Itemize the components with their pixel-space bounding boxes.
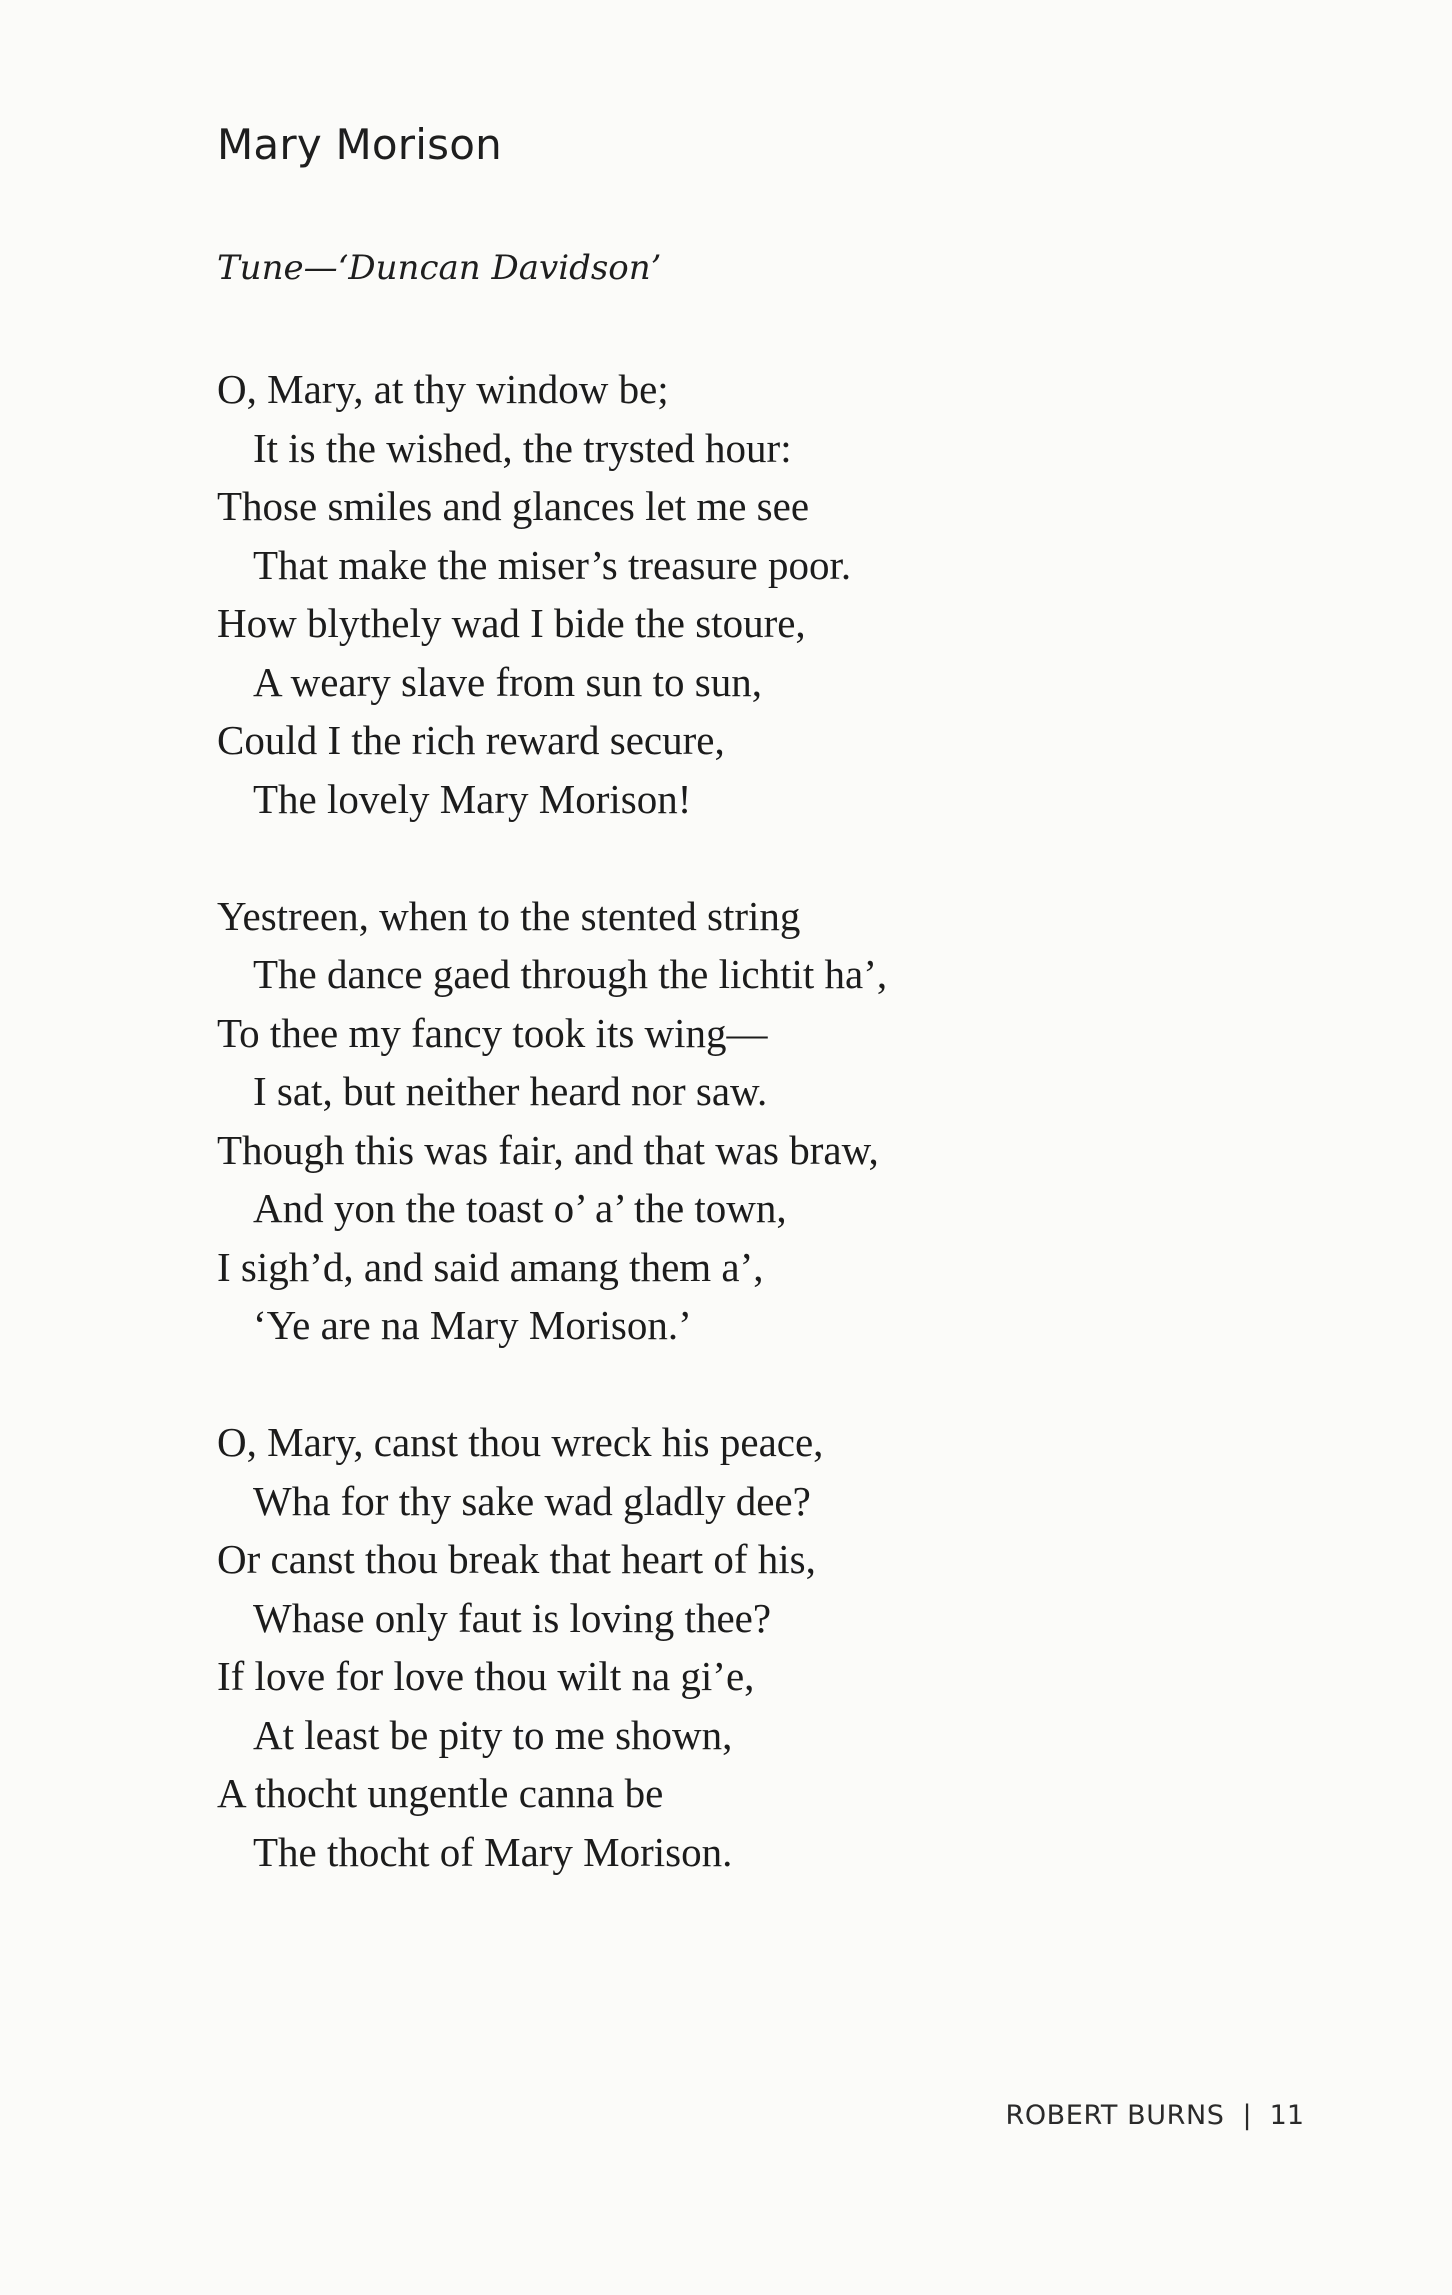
poem-line: Wha for thy sake wad gladly dee?	[253, 1477, 811, 1524]
poem-line: I sigh’d, and said amang them a’,	[217, 1243, 764, 1290]
poem-line: If love for love thou wilt na gi’e,	[217, 1653, 755, 1699]
footer-separator: |	[1242, 2100, 1252, 2131]
poem-line: Yestreen, when to the stented string	[217, 892, 801, 939]
poem-line: At least be pity to me shown,	[253, 1711, 733, 1758]
running-footer-author: ROBERT BURNS	[1005, 2100, 1225, 2131]
page-footer	[1005, 2100, 1304, 2131]
poem-body	[217, 360, 1267, 1940]
poem-line: The thocht of Mary Morison.	[253, 1828, 733, 1875]
poem-line: To thee my fancy took its wing—	[217, 1009, 768, 1056]
poem-line: I sat, but neither heard nor saw.	[253, 1068, 768, 1114]
stanza-1	[217, 360, 1267, 828]
poem-line: A thocht ungentle canna be	[217, 1770, 664, 1816]
stanza-2	[217, 887, 1267, 1355]
poem-line: The dance gaed through the lichtit ha’,	[253, 951, 888, 997]
stanza-3	[217, 1413, 1267, 1881]
poem-line: How blythely wad I bide the stoure,	[217, 600, 806, 646]
poem-line: Whase only faut is loving thee?	[253, 1594, 772, 1641]
poem-line: And yon the toast o’ a’ the town,	[253, 1185, 787, 1231]
poem-line: O, Mary, canst thou wreck his peace,	[217, 1419, 824, 1465]
poem-line: A weary slave from sun to sun,	[253, 658, 762, 705]
poem-line: It is the wished, the trysted hour:	[253, 424, 792, 471]
poem-line: The lovely Mary Morison!	[253, 775, 692, 822]
poem-title: Mary Morison	[217, 120, 502, 169]
poem-line: ‘Ye are na Mary Morison.’	[253, 1302, 692, 1348]
poem-line: Those smiles and glances let me see	[217, 483, 810, 529]
tune-note: Tune—‘Duncan Davidson’	[217, 248, 662, 288]
poem-line: Though this was fair, and that was braw,	[217, 1126, 879, 1173]
poem-line: O, Mary, at thy window be;	[217, 366, 669, 412]
poem-line: Or canst thou break that heart of his,	[217, 1536, 816, 1582]
poem-line: Could I the rich reward secure,	[217, 717, 725, 763]
page-number: 11	[1269, 2100, 1304, 2131]
poem-line: That make the miser’s treasure poor.	[253, 541, 852, 588]
